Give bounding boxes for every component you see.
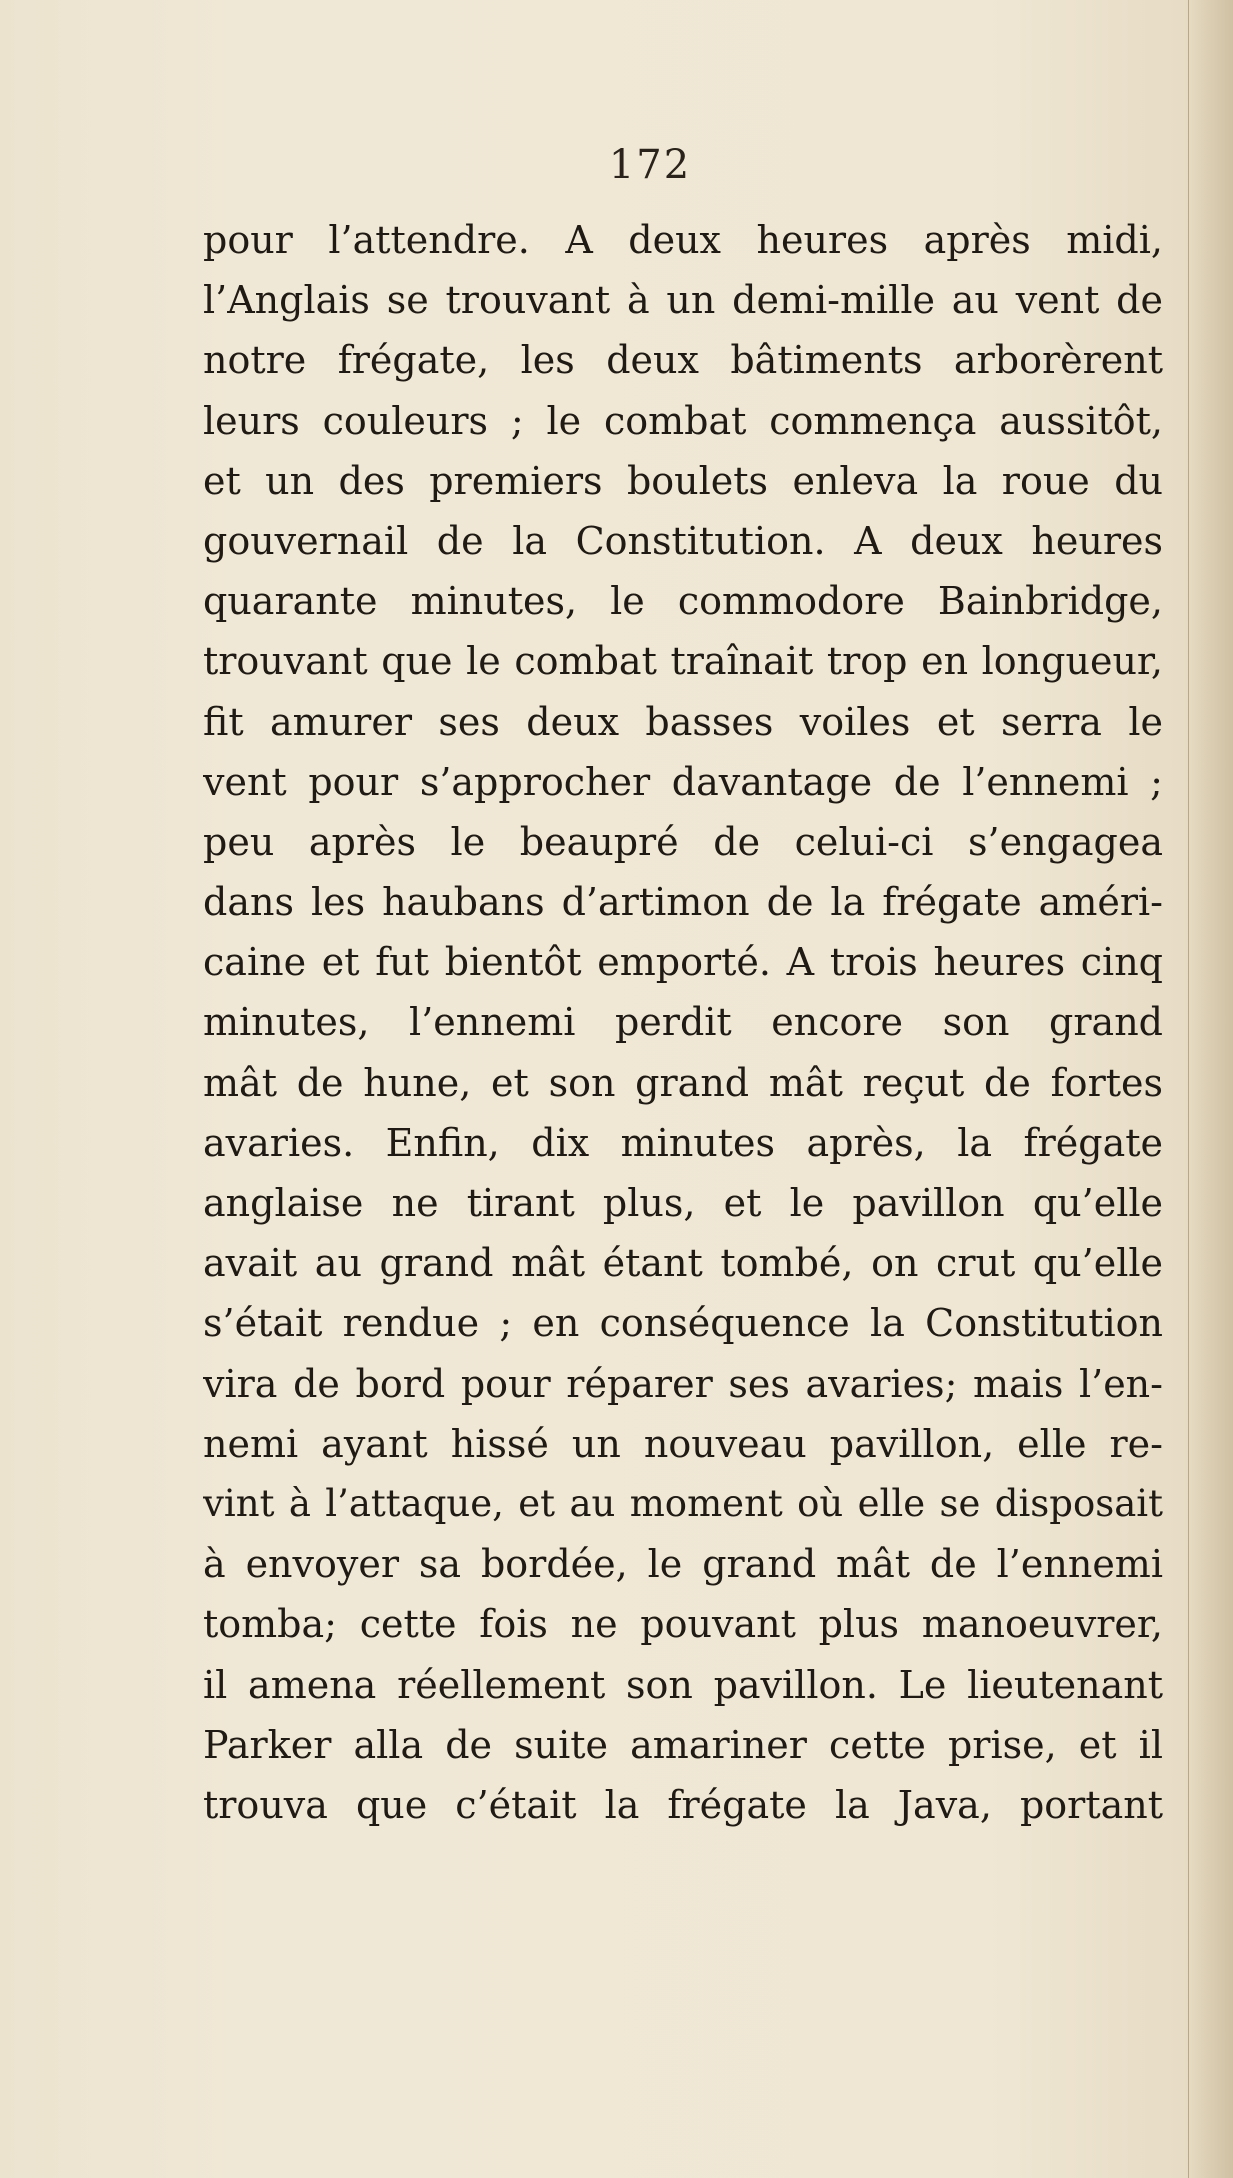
text-line: gouvernail de la Constitution. A deux heures [203, 518, 1163, 563]
text-line: anglaise ne tirant plus, et le pavillon qu’elle [203, 1181, 1163, 1225]
text-line: tomba; cette fois ne pouvant plus manoeuvrer, [203, 1602, 1163, 1647]
text-line: l’Anglais se trouvant à un demi-mille au vent de [203, 278, 1163, 323]
text-line: s’était rendue ; en conséquence la Constitution [203, 1301, 1163, 1346]
page-number: 172 [608, 142, 692, 188]
text-line: avait au grand mât étant tombé, on crut qu’elle [203, 1241, 1163, 1286]
text-line: et un des premiers boulets enleva la roue du [203, 458, 1163, 503]
text-line: nemi ayant hissé un nouveau pavillon, elle re- [203, 1421, 1163, 1466]
text-line: vent pour s’approcher davantage de l’ennemi ; [203, 759, 1163, 804]
text-line: à envoyer sa bordée, le grand mât de l’ennemi [203, 1542, 1163, 1587]
text-line: vira de bord pour réparer ses avaries; mais l’en- [203, 1361, 1163, 1406]
text-line: notre frégate, les deux bâtiments arborèrent [203, 338, 1163, 383]
text-line: caine et fut bientôt emporté. A trois heures cinq [203, 940, 1163, 985]
text-line: dans les haubans d’artimon de la frégate améri- [203, 880, 1163, 925]
text-line: Parker alla de suite amariner cette prise, et il [203, 1722, 1163, 1767]
text-line: quarante minutes, le commodore Bainbridge, [203, 579, 1163, 624]
text-line: mât de hune, et son grand mât reçut de fortes [203, 1060, 1163, 1105]
text-line: pour l’attendre. A deux heures après midi, [203, 218, 1163, 262]
text-line: vint à l’attaque, et au moment où elle se disposait [203, 1481, 1163, 1525]
text-line: trouva que c’était la frégate la Java, portant [203, 1782, 1163, 1827]
text-line: minutes, l’ennemi perdit encore son grand [203, 1000, 1163, 1045]
text-line: avaries. Enfin, dix minutes après, la frégate [203, 1120, 1163, 1165]
text-line: peu après le beaupré de celui-ci s’engagea [203, 819, 1163, 864]
body-text [203, 210, 1163, 1835]
text-line: fit amurer ses deux basses voiles et serra le [203, 699, 1163, 744]
text-line: leurs couleurs ; le combat commença aussitôt, [203, 398, 1163, 443]
text-line: trouvant que le combat traînait trop en longueur, [203, 639, 1163, 684]
page-fore-edge [1188, 0, 1233, 2178]
text-line: il amena réellement son pavillon. Le lieutenant [203, 1662, 1163, 1707]
